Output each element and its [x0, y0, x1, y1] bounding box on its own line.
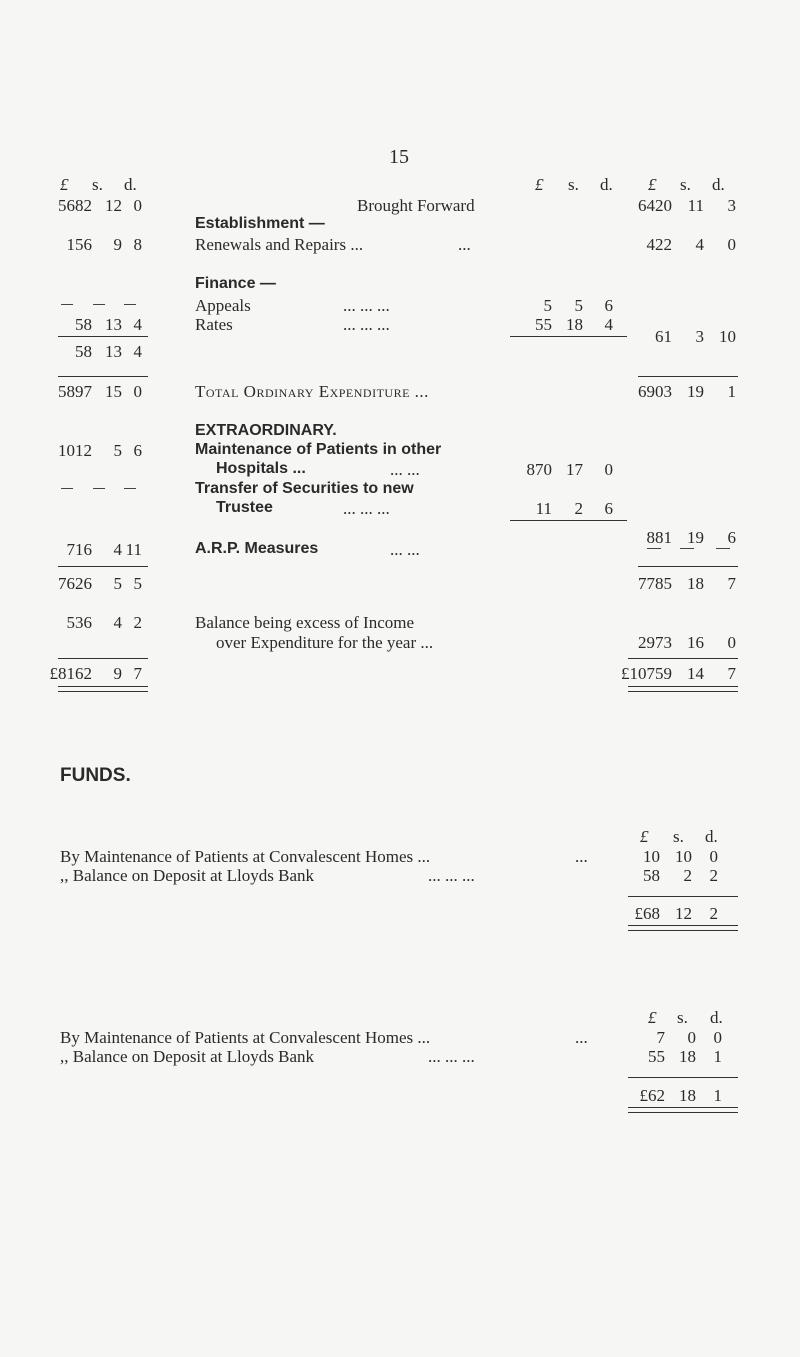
dash — [61, 488, 73, 489]
double-rule — [628, 1107, 738, 1113]
mid-pounds: 5 — [543, 296, 552, 315]
pence-header: d. — [600, 175, 613, 194]
mid-shillings: 17 — [566, 460, 583, 479]
appeals-label: Appeals — [195, 296, 251, 315]
right-shillings: 3 — [695, 327, 704, 346]
left-shillings: 12 — [105, 196, 122, 215]
right-shillings: 18 — [687, 574, 704, 593]
left-shillings: 9 — [113, 664, 122, 683]
pound-header: £ — [60, 175, 69, 194]
shilling-header: s. — [680, 175, 691, 194]
right-pence: 6 — [727, 528, 736, 547]
pence-header: d. — [705, 827, 718, 846]
mid-pence: 6 — [604, 296, 613, 315]
rule — [638, 376, 738, 377]
double-rule — [58, 686, 148, 692]
fund-total-pence: 1 — [713, 1086, 722, 1105]
right-pounds: 6420 — [638, 196, 672, 215]
left-pence: 4 — [133, 315, 142, 334]
page-number: 15 — [389, 146, 409, 168]
pound-header: £ — [648, 175, 657, 194]
fund-pounds: 10 — [643, 847, 660, 866]
leader-dots: ... ... ... — [428, 1047, 475, 1066]
leader-dots: ... ... ... — [343, 499, 390, 518]
rule — [628, 896, 738, 897]
double-rule — [628, 925, 738, 931]
leader-dots: ... ... — [390, 540, 420, 559]
fund-line-label: By Maintenance of Patients at Convalescent Homes ... — [60, 1028, 431, 1047]
right-pounds: 6903 — [638, 382, 672, 401]
dash — [124, 488, 136, 489]
balance-label: Balance being excess of Income — [195, 613, 415, 632]
arp-label: A.R.P. Measures — [195, 540, 319, 557]
pence-header: d. — [124, 175, 137, 194]
left-pounds: 536 — [66, 613, 92, 632]
right-pounds: 61 — [655, 327, 672, 346]
right-pence: 1 — [727, 382, 736, 401]
right-shillings: 16 — [687, 633, 704, 652]
fund-pence: 2 — [709, 866, 718, 885]
dash — [124, 304, 136, 305]
left-shillings: 9 — [113, 235, 122, 254]
left-pence: 7 — [133, 664, 142, 683]
left-shillings: 5 — [113, 441, 122, 460]
right-pounds: 7785 — [638, 574, 672, 593]
fund-shillings: 2 — [683, 866, 692, 885]
fund-pence: 0 — [713, 1028, 722, 1047]
left-pounds: 716 — [66, 540, 92, 559]
right-shillings: 19 — [687, 528, 704, 547]
right-shillings: 4 — [695, 235, 704, 254]
transfer-label: Transfer of Securities to new — [195, 480, 414, 497]
maintenance-label-cont: Hospitals ... — [216, 460, 306, 477]
left-pence: 5 — [133, 574, 142, 593]
pound-header: £ — [640, 827, 649, 846]
fund-total-pence: 2 — [709, 904, 718, 923]
right-pence: 10 — [719, 327, 736, 346]
dash — [716, 548, 730, 549]
rule — [58, 336, 148, 337]
right-pence: 0 — [727, 633, 736, 652]
rule — [58, 658, 148, 659]
left-pounds: 58 — [75, 315, 92, 334]
fund-pounds: 7 — [656, 1028, 665, 1047]
left-pounds: 1012 — [58, 441, 92, 460]
shilling-header: s. — [92, 175, 103, 194]
mid-pence: 0 — [604, 460, 613, 479]
mid-pounds: 11 — [535, 499, 552, 518]
maintenance-label: Maintenance of Patients in other — [195, 441, 442, 458]
rates-label: Rates — [195, 315, 233, 334]
dash — [680, 548, 694, 549]
left-pounds: 5682 — [58, 196, 92, 215]
left-pounds: 156 — [66, 235, 92, 254]
rule — [638, 566, 738, 567]
mid-pence: 6 — [604, 499, 613, 518]
fund-pounds: 58 — [643, 866, 660, 885]
fund-pence: 1 — [713, 1047, 722, 1066]
right-pounds: £10759 — [621, 664, 672, 683]
right-shillings: 11 — [687, 196, 704, 215]
funds-heading: FUNDS. — [60, 765, 131, 786]
left-pence: 8 — [133, 235, 142, 254]
dash — [93, 304, 105, 305]
left-pence: 11 — [125, 540, 142, 559]
fund-line-label: ,, Balance on Deposit at Lloyds Bank — [60, 866, 315, 885]
mid-shillings: 5 — [574, 296, 583, 315]
mid-pence: 4 — [604, 315, 613, 334]
leader-dots: ... ... ... — [428, 866, 475, 885]
rule — [510, 520, 627, 521]
right-pounds: 2973 — [638, 633, 672, 652]
fund-pounds: 55 — [648, 1047, 665, 1066]
right-pence: 3 — [727, 196, 736, 215]
left-pence: 4 — [133, 342, 142, 361]
shilling-header: s. — [677, 1008, 688, 1027]
left-pounds: 58 — [75, 342, 92, 361]
leader-dots: ... — [458, 235, 471, 254]
fund-total-pounds: £62 — [639, 1086, 665, 1105]
pound-header: £ — [648, 1008, 657, 1027]
right-pence: 0 — [727, 235, 736, 254]
left-shillings: 5 — [113, 574, 122, 593]
rule — [628, 1077, 738, 1078]
fund-total-pounds: £68 — [634, 904, 660, 923]
renewals-label: Renewals and Repairs ... — [195, 235, 364, 254]
left-pounds: 7626 — [58, 574, 92, 593]
mid-pounds: 870 — [526, 460, 552, 479]
total-ordinary-label: Total Ordinary Expenditure ... — [195, 382, 429, 401]
right-shillings: 19 — [687, 382, 704, 401]
mid-pounds: 55 — [535, 315, 552, 334]
pence-header: d. — [710, 1008, 723, 1027]
rule — [58, 376, 148, 377]
balance-label-cont: over Expenditure for the year ... — [216, 633, 434, 652]
dash — [647, 548, 661, 549]
left-shillings: 13 — [105, 342, 122, 361]
fund-total-shillings: 18 — [679, 1086, 696, 1105]
leader-dots: ... — [575, 847, 588, 866]
dash — [93, 488, 105, 489]
pound-header: £ — [535, 175, 544, 194]
finance-heading: Finance — — [195, 275, 276, 292]
left-pence: 6 — [133, 441, 142, 460]
brought-forward-label: Brought Forward — [357, 196, 475, 215]
shilling-header: s. — [568, 175, 579, 194]
fund-total-shillings: 12 — [675, 904, 692, 923]
fund-shillings: 18 — [679, 1047, 696, 1066]
rule — [58, 566, 148, 567]
left-pence: 0 — [133, 196, 142, 215]
mid-shillings: 18 — [566, 315, 583, 334]
fund-pence: 0 — [709, 847, 718, 866]
right-pence: 7 — [727, 664, 736, 683]
right-pounds: 881 — [646, 528, 672, 547]
double-rule — [628, 686, 738, 692]
left-pounds: 5897 — [58, 382, 92, 401]
dash — [61, 304, 73, 305]
left-shillings: 4 — [113, 613, 122, 632]
fund-line-label: ,, Balance on Deposit at Lloyds Bank — [60, 1047, 315, 1066]
fund-shillings: 10 — [675, 847, 692, 866]
pence-header: d. — [712, 175, 725, 194]
left-pence: 0 — [133, 382, 142, 401]
transfer-label-cont: Trustee — [216, 499, 273, 516]
leader-dots: ... ... — [390, 460, 420, 479]
rule — [510, 336, 627, 337]
right-pounds: 422 — [646, 235, 672, 254]
left-pounds: £8162 — [49, 664, 92, 683]
shilling-header: s. — [673, 827, 684, 846]
left-shillings: 13 — [105, 315, 122, 334]
leader-dots: ... — [575, 1028, 588, 1047]
left-pence: 2 — [133, 613, 142, 632]
left-shillings: 4 — [113, 540, 122, 559]
extraordinary-heading: EXTRAORDINARY. — [195, 422, 337, 439]
establishment-heading: Establishment — — [195, 215, 325, 232]
right-shillings: 14 — [687, 664, 704, 683]
right-pence: 7 — [727, 574, 736, 593]
left-shillings: 15 — [105, 382, 122, 401]
leader-dots: ... ... ... — [343, 315, 390, 334]
fund-line-label: By Maintenance of Patients at Convalescent Homes ... — [60, 847, 431, 866]
rule — [628, 658, 738, 659]
fund-shillings: 0 — [687, 1028, 696, 1047]
mid-shillings: 2 — [574, 499, 583, 518]
leader-dots: ... ... ... — [343, 296, 390, 315]
